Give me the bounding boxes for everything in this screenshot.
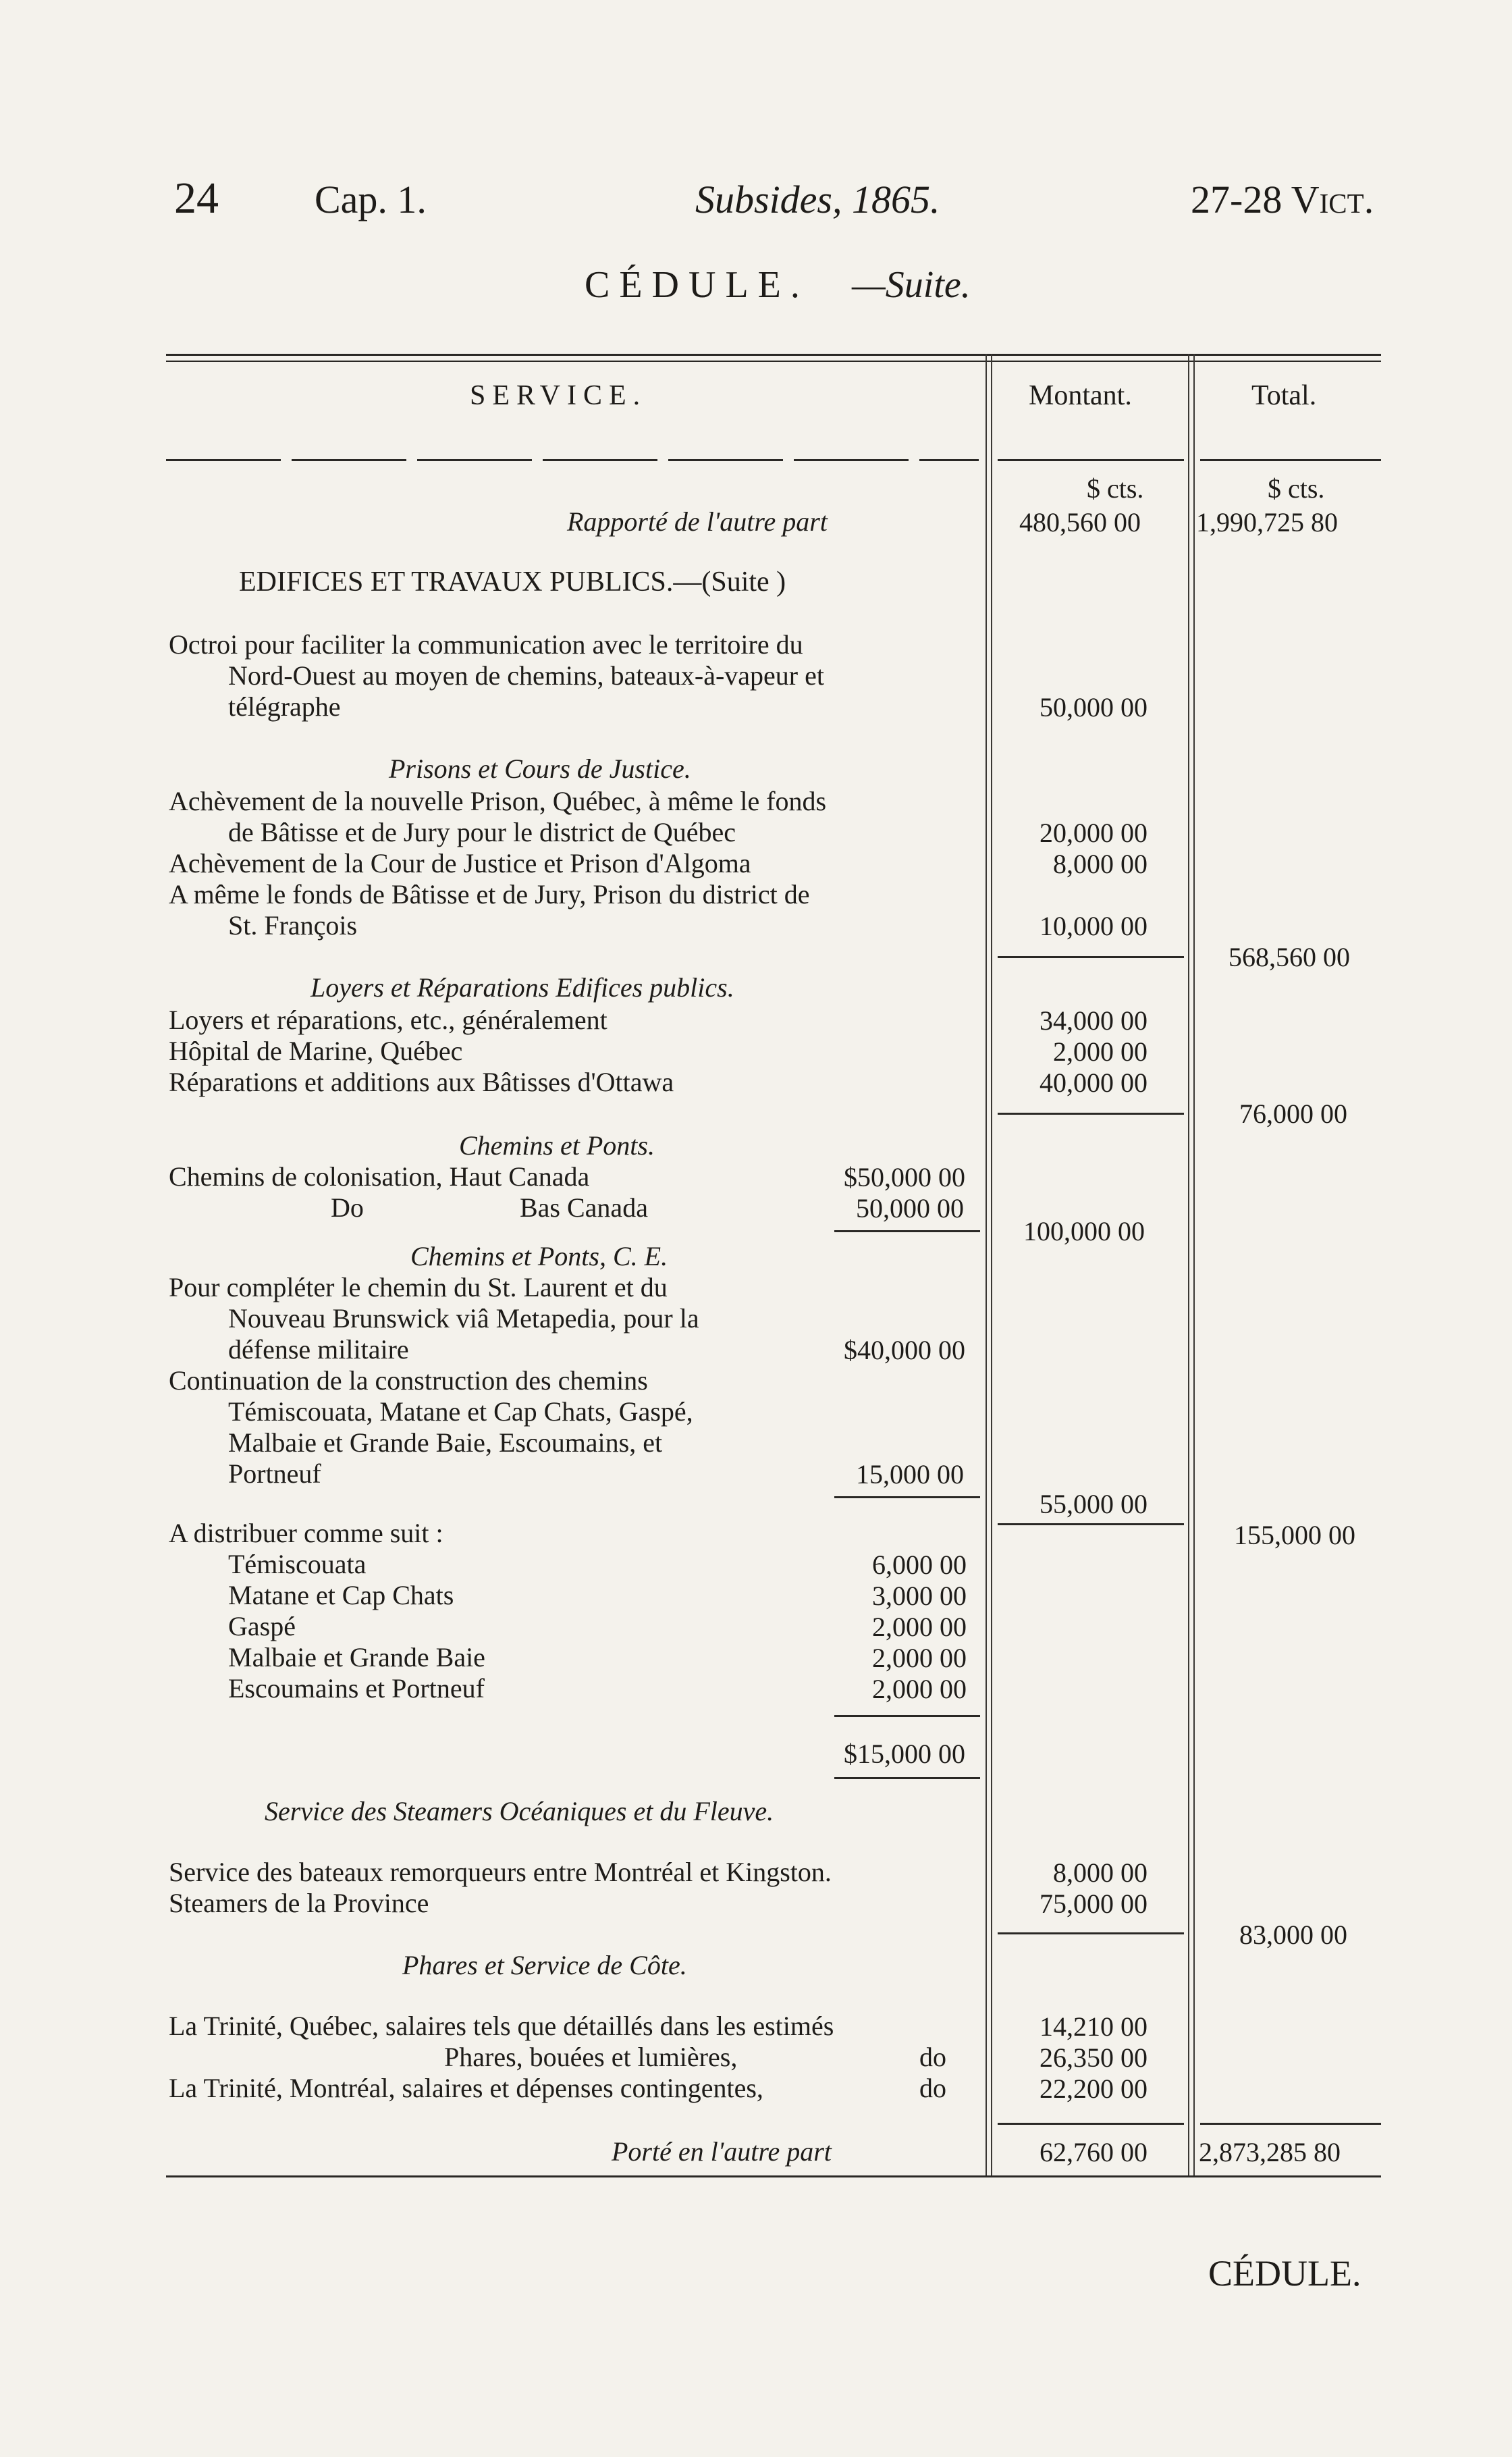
- subtotal-rule: [998, 1932, 1184, 1934]
- prisons-item: A même le fonds de Bâtisse et de Jury, Prison du district de: [169, 879, 810, 909]
- chemins-ce-total: 155,000 00: [1234, 1520, 1355, 1550]
- header-underline: [1200, 459, 1381, 461]
- prisons-montant: 8,000 00: [1053, 849, 1148, 879]
- chemins-amount: 50,000 00: [856, 1193, 964, 1223]
- brought-forward-montant: 480,560 00: [1019, 507, 1141, 537]
- steamers-item: Steamers de la Province: [169, 1888, 429, 1918]
- steamers-total: 83,000 00: [1239, 1920, 1347, 1950]
- subtotal-rule: [998, 2123, 1184, 2125]
- phares-do: do: [919, 2073, 946, 2103]
- chemins-ce-item: Pour compléter le chemin du St. Laurent et du: [169, 1272, 668, 1302]
- section-heading: EDIFICES ET TRAVAUX PUBLICS.—(Suite ): [239, 566, 786, 598]
- schedule-title-suffix: —Suite.: [852, 264, 971, 306]
- loyers-item: Réparations et additions aux Bâtisses d'Ottawa: [169, 1067, 674, 1097]
- phares-item: Phares, bouées et lumières,: [444, 2042, 738, 2072]
- chemins-ce-amount: $40,000 00: [844, 1335, 965, 1365]
- chemins-ce-item: Continuation de la construction des chemins: [169, 1365, 648, 1396]
- loyers-item: Hôpital de Marine, Québec: [169, 1036, 463, 1066]
- prisons-montant: 20,000 00: [1040, 818, 1148, 848]
- subtotal-rule: [998, 1113, 1184, 1115]
- prisons-item: de Bâtisse et de Jury pour le district de Québec: [228, 817, 736, 847]
- steamers-item: Service des bateaux remorqueurs entre Montréal et Kingston.: [169, 1857, 832, 1887]
- chapter-label: Cap. 1.: [315, 178, 427, 221]
- distribution-amount: 2,000 00: [872, 1674, 967, 1704]
- subtotal-rule: [834, 1230, 980, 1232]
- steamers-heading: Service des Steamers Océaniques et du Fleuve.: [265, 1796, 774, 1826]
- chemins-amount: $50,000 00: [844, 1162, 965, 1192]
- column-header-total: Total.: [1251, 380, 1317, 411]
- column-divider: [1193, 354, 1195, 2177]
- chemins-ce-montant: 55,000 00: [1040, 1489, 1148, 1519]
- phares-heading: Phares et Service de Côte.: [402, 1950, 687, 1980]
- distribution-sum: $15,000 00: [844, 1739, 965, 1769]
- subtotal-rule: [998, 956, 1184, 958]
- loyers-montant: 34,000 00: [1040, 1005, 1148, 1036]
- prisons-item: St. François: [228, 910, 358, 941]
- loyers-heading: Loyers et Réparations Edifices publics.: [310, 972, 734, 1003]
- regnal-year: 27-28 Vict.: [1191, 178, 1374, 221]
- distribution-heading: A distribuer comme suit :: [169, 1518, 443, 1548]
- currency-montant: $ cts.: [1087, 473, 1144, 504]
- phares-item: La Trinité, Québec, salaires tels que détaillés dans les estimés: [169, 2011, 834, 2041]
- prisons-heading: Prisons et Cours de Justice.: [389, 754, 691, 784]
- phares-item: La Trinité, Montréal, salaires et dépenses contingentes,: [169, 2073, 763, 2103]
- chemins-ce-item: Malbaie et Grande Baie, Escoumains, et: [228, 1427, 663, 1458]
- chemins-montant: 100,000 00: [1023, 1216, 1145, 1246]
- top-rule: [166, 354, 1381, 356]
- chemins-ce-heading: Chemins et Ponts, C. E.: [410, 1241, 668, 1271]
- chemins-item: Chemins de colonisation, Haut Canada: [169, 1161, 590, 1192]
- loyers-montant: 2,000 00: [1053, 1036, 1148, 1067]
- distribution-amount: 3,000 00: [872, 1581, 967, 1611]
- schedule-title: CÉDULE.: [585, 264, 809, 306]
- subtotal-rule: [834, 1715, 980, 1717]
- prisons-item: Achèvement de la nouvelle Prison, Québec, à même le fonds: [169, 786, 827, 816]
- phares-montant: 14,210 00: [1040, 2011, 1148, 2042]
- running-title: Subsides, 1865.: [695, 178, 940, 221]
- carried-forward-label: Porté en l'autre part: [612, 2136, 832, 2167]
- prisons-item: Achèvement de la Cour de Justice et Prison d'Algoma: [169, 848, 751, 878]
- distribution-label: Escoumains et Portneuf: [228, 1673, 485, 1703]
- distribution-amount: 2,000 00: [872, 1612, 967, 1642]
- octroi-line: télégraphe: [228, 691, 341, 722]
- phares-do: do: [919, 2042, 946, 2072]
- chemins-ce-item: Témiscouata, Matane et Cap Chats, Gaspé,: [228, 1396, 693, 1427]
- chemins-item: Bas Canada: [520, 1192, 648, 1223]
- distribution-amount: 2,000 00: [872, 1643, 967, 1673]
- distribution-label: Gaspé: [228, 1611, 296, 1641]
- chemins-do: Do: [331, 1192, 364, 1223]
- currency-total: $ cts.: [1268, 473, 1325, 504]
- carried-forward-montant: 62,760 00: [1040, 2137, 1148, 2167]
- subtotal-rule: [1200, 2123, 1381, 2125]
- prisons-montant: 10,000 00: [1040, 911, 1148, 941]
- octroi-line: Nord-Ouest au moyen de chemins, bateaux-à-vapeur et: [228, 660, 824, 691]
- column-divider: [991, 354, 992, 2177]
- subtotal-rule: [834, 1777, 980, 1779]
- chemins-heading: Chemins et Ponts.: [459, 1130, 655, 1161]
- brought-forward-label: Rapporté de l'autre part: [567, 506, 828, 537]
- catchword: CÉDULE.: [1208, 2253, 1361, 2294]
- subtotal-rule: [998, 1523, 1184, 1525]
- phares-montant: 26,350 00: [1040, 2042, 1148, 2073]
- distribution-label: Matane et Cap Chats: [228, 1580, 454, 1610]
- page-number: 24: [174, 174, 219, 223]
- header-underline: [998, 459, 1184, 461]
- loyers-item: Loyers et réparations, etc., généralement: [169, 1005, 608, 1035]
- column-header-montant: Montant.: [1029, 380, 1132, 411]
- octroi-line: Octroi pour faciliter la communication avec le territoire du: [169, 629, 803, 660]
- steamers-montant: 8,000 00: [1053, 1857, 1148, 1888]
- phares-montant: 22,200 00: [1040, 2073, 1148, 2104]
- bottom-rule: [166, 2175, 1381, 2177]
- distribution-label: Malbaie et Grande Baie: [228, 1642, 485, 1672]
- steamers-montant: 75,000 00: [1040, 1888, 1148, 1919]
- chemins-ce-item: Nouveau Brunswick viâ Metapedia, pour la: [228, 1303, 699, 1333]
- chemins-ce-item: Portneuf: [228, 1458, 321, 1489]
- loyers-total: 76,000 00: [1239, 1099, 1347, 1129]
- carried-forward-total: 2,873,285 80: [1199, 2137, 1341, 2167]
- header-underline: [166, 459, 979, 461]
- chemins-ce-amount: 15,000 00: [856, 1459, 964, 1489]
- column-divider: [1188, 354, 1189, 2177]
- chemins-ce-item: défense militaire: [228, 1334, 409, 1365]
- column-divider: [986, 354, 987, 2177]
- distribution-label: Témiscouata: [228, 1549, 367, 1579]
- prisons-total: 568,560 00: [1228, 942, 1350, 972]
- brought-forward-total: 1,990,725 80: [1196, 507, 1338, 537]
- column-header-service: SERVICE.: [470, 380, 647, 411]
- octroi-montant: 50,000 00: [1040, 692, 1148, 722]
- distribution-amount: 6,000 00: [872, 1550, 967, 1580]
- subtotal-rule: [834, 1496, 980, 1498]
- top-rule-thin: [166, 361, 1381, 362]
- loyers-montant: 40,000 00: [1040, 1067, 1148, 1098]
